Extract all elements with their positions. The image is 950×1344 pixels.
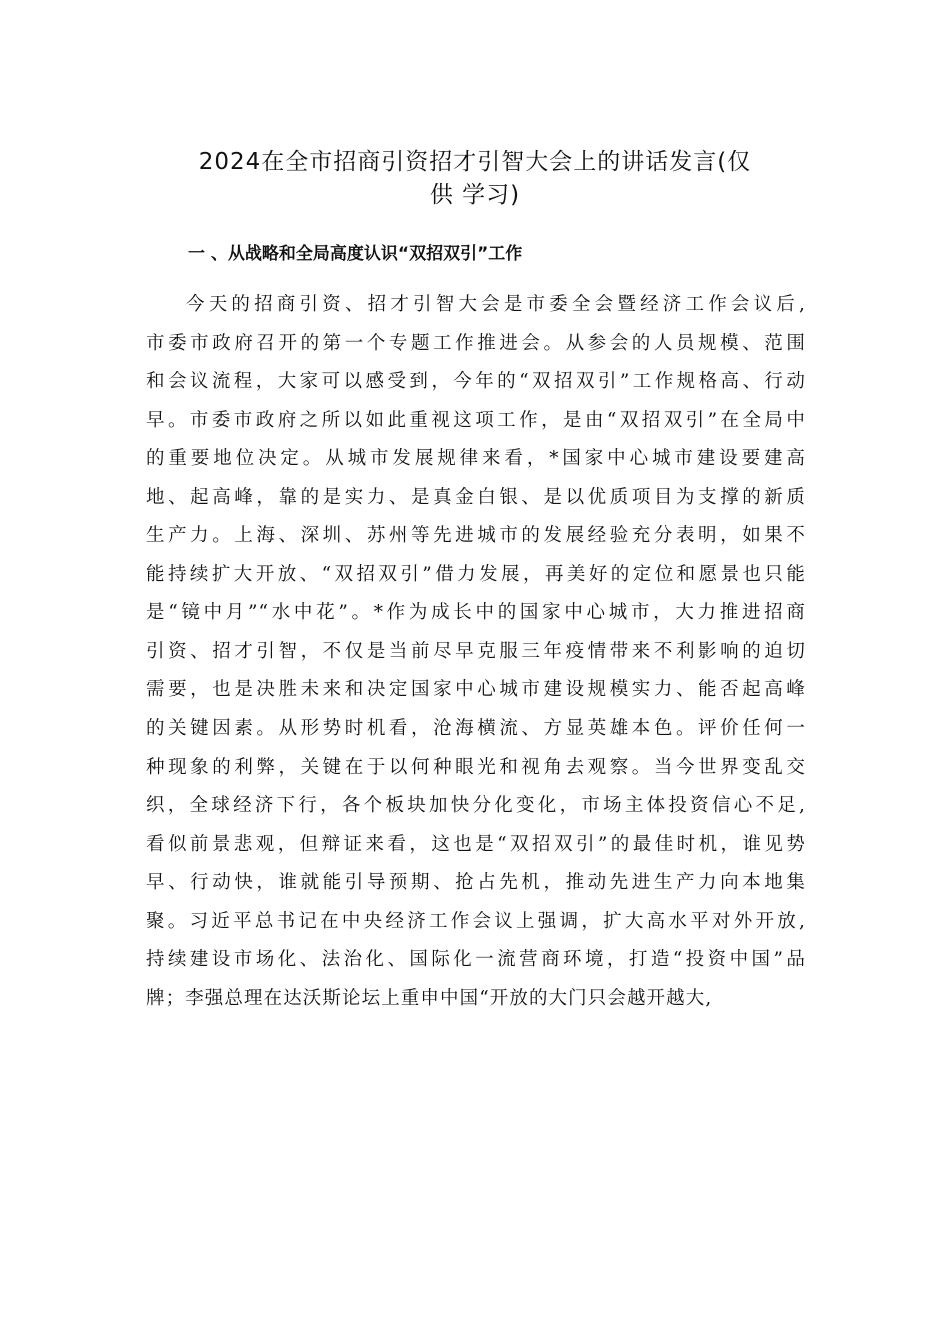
paragraph-line: 地、起高峰，靠的是实力、是真金白银、是以优质项目为支撑的新质 [146, 486, 806, 508]
paragraph-line: 看似前景悲观，但辩证来看，这也是“双招双引”的最佳时机，谁见势 [146, 833, 806, 855]
paragraph-line: 是“镜中月”“水中花”。*作为成长中的国家中心城市，大力推进招商 [146, 602, 806, 624]
body-paragraph [146, 286, 806, 1018]
paragraph-line: 种现象的利弊，关键在于以何种眼光和视角去观察。当今世界变乱交 [146, 756, 806, 778]
paragraph-line: 织，全球经济下行，各个板块加快分化变化，市场主体投资信心不足, [146, 795, 806, 817]
paragraph-line: 需要，也是决胜未来和决定国家中心城市建设规模实力、能否起高峰 [146, 679, 806, 701]
paragraph-line: 的关键因素。从形势时机看，沧海横流、方显英雄本色。评价任何一 [146, 718, 806, 740]
paragraph-line: 和会议流程，大家可以感受到，今年的“双招双引”工作规格高、行动 [146, 371, 806, 393]
title-line-2: 供 学习) [429, 182, 521, 208]
section-heading: 一 、从战略和全局高度认识“双招双引”工作 [188, 244, 523, 264]
paragraph-line: 早。市委市政府之所以如此重视这项工作，是由“双招双引”在全局中 [146, 409, 806, 431]
paragraph-line: 引资、招才引智，不仅是当前尽早克服三年疫情带来不利影响的迫切 [146, 640, 806, 662]
paragraph-line: 早、行动快，谁就能引导预期、抢占先机，推动先进生产力向本地集 [146, 872, 806, 894]
paragraph-line: 生产力。上海、深圳、苏州等先进城市的发展经验充分表明，如果不 [146, 525, 806, 547]
paragraph-line: 今天的招商引资、招才引智大会是市委全会暨经济工作会议后, [186, 294, 806, 315]
paragraph-line: 市委市政府召开的第一个专题工作推进会。从参会的人员规模、范围 [146, 332, 806, 354]
paragraph-line: 的重要地位决定。从城市发展规律来看，*国家中心城市建设要建高 [146, 448, 806, 470]
title-line-1: 2024在全市招商引资招才引智大会上的讲话发言(仅 [198, 149, 752, 175]
paragraph-line: 聚。习近平总书记在中央经济工作会议上强调，扩大高水平对外开放, [146, 910, 806, 932]
paragraph-line: 持续建设市场化、法治化、国际化一流营商环境，打造“投资中国”品 [146, 949, 806, 971]
paragraph-line: 能持续扩大开放、“双招双引”借力发展，再美好的定位和愿景也只能 [146, 563, 806, 585]
document-title [150, 146, 800, 212]
paragraph-line: 牌；李强总理在达沃斯论坛上重申中国“开放的大门只会越开越大, [146, 987, 713, 1009]
